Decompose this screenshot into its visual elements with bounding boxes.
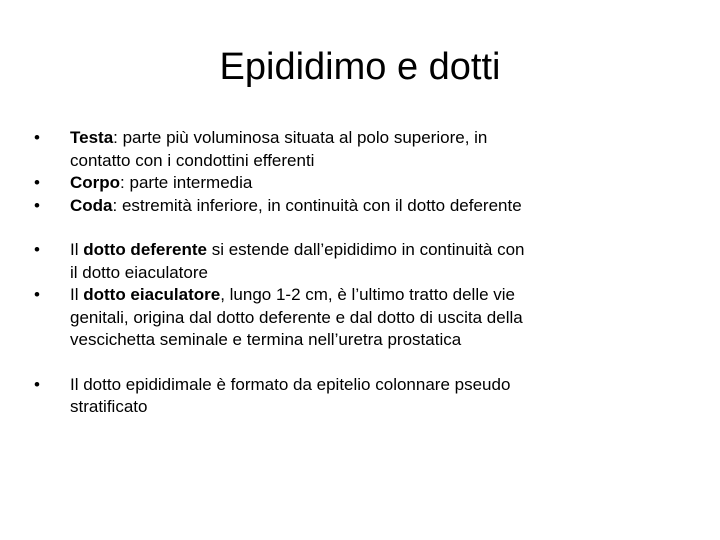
bullet-group-ducts — [34, 239, 534, 352]
slide-title: Epididimo e dotti — [219, 46, 501, 88]
bullet-item-dotto-epididimale — [34, 374, 534, 419]
desc-dotto-eiaculatore: , lungo 1-2 cm, è l’ultimo tratto delle vie genitali, origina dal dotto deferente e dal dotto di uscita della vescichetta seminale e termina nell’uretra prostatica — [70, 285, 523, 349]
bullet-item-coda — [34, 195, 534, 218]
bullet-icon: • — [34, 195, 40, 215]
desc-coda: : estremità inferiore, in continuità con il dotto deferente — [112, 195, 522, 215]
prefix-dotto-eiaculatore: Il — [70, 285, 84, 304]
term-testa: Testa — [70, 128, 114, 147]
bullet-icon: • — [34, 240, 40, 259]
desc-corpo: : parte intermedia — [120, 173, 253, 192]
desc-dotto-deferente: si estende dall’epididimo in continuità con il dotto eiaculatore — [70, 240, 525, 282]
term-dotto-deferente: dotto deferente — [83, 240, 207, 259]
bullet-item-testa — [34, 127, 534, 172]
slide-body — [34, 127, 534, 419]
bullet-item-dotto-eiaculatore — [34, 284, 534, 352]
desc-dotto-epididimale: Il dotto epididimale è formato da epitelio colonnare pseudo stratificato — [70, 374, 511, 416]
bullet-icon: • — [34, 374, 40, 394]
bullet-item-corpo — [34, 172, 534, 195]
bullet-group-anatomy — [34, 127, 534, 217]
term-coda: Coda — [70, 195, 113, 215]
term-corpo: Corpo — [70, 173, 121, 192]
prefix-dotto-deferente: Il — [70, 240, 84, 259]
bullet-icon: • — [34, 285, 40, 304]
bullet-group-epithelium — [34, 374, 534, 419]
desc-testa: : parte più voluminosa situata al polo superiore, in contatto con i condottini efferenti — [70, 128, 488, 170]
term-dotto-eiaculatore: dotto eiaculatore — [83, 285, 221, 304]
bullet-icon: • — [34, 128, 40, 147]
bullet-icon: • — [34, 173, 40, 192]
bullet-item-dotto-deferente — [34, 239, 534, 284]
